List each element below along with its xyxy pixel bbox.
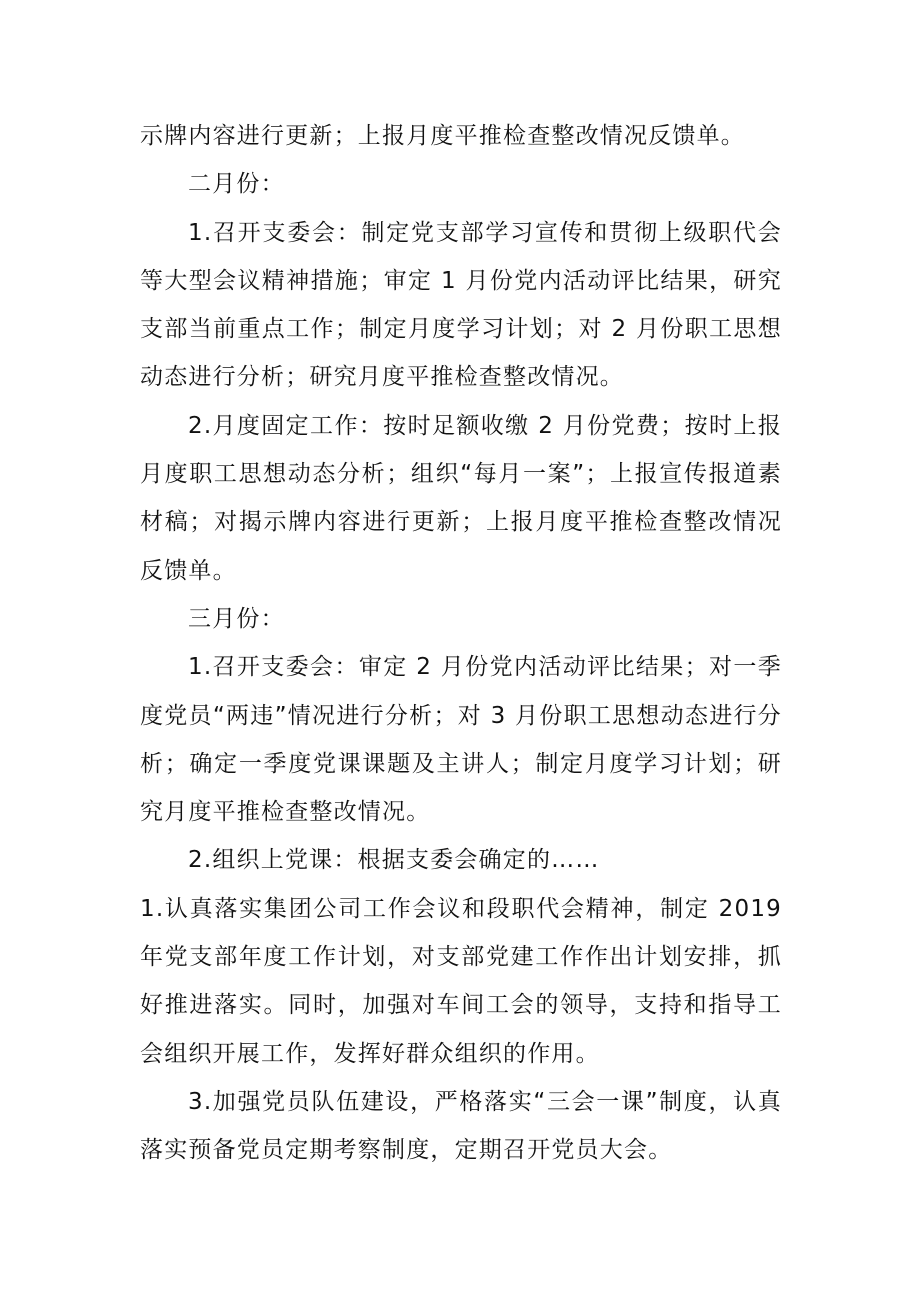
section-heading-february: 二月份：: [188, 171, 285, 198]
paragraph-annual-item-1: 1.认真落实集团公司工作会议和段职代会精神，制定 2019 年党支部年度工作计划，对支部党建工作作出计划安排，抓好推进落实。同时，加强对车间工会的领导，支持和指导工会组织开展工作，发挥好群众组织的作用。: [140, 895, 782, 1067]
paragraph-february-item-2: 2.月度固定工作：按时足额收缴 2 月份党费；按时上报月度职工思想动态分析；组织“每月一案”；上报宣传报道素材稿；对揭示牌内容进行更新；上报月度平推检查整改情况反馈单。: [140, 412, 782, 584]
document-body: [140, 112, 782, 1175]
paragraph-march-item-1: 1.召开支委会：审定 2 月份党内活动评比结果；对一季度党员“两违”情况进行分析；对 3 月份职工思想动态进行分析；确定一季度党课课题及主讲人；制定月度学习计划；研究月度平推检查整改情况。: [140, 654, 782, 826]
paragraph-february-item-1: 1.召开支委会：制定党支部学习宣传和贯彻上级职代会等大型会议精神措施；审定 1 月份党内活动评比结果，研究支部当前重点工作；制定月度学习计划；对 2 月份职工思想动态进行分析；研究月度平推检查整改情况。: [140, 219, 782, 391]
paragraph-continuation: 示牌内容进行更新；上报月度平推检查整改情况反馈单。: [140, 123, 745, 149]
section-heading-march: 三月份：: [188, 605, 285, 632]
paragraph-annual-item-3: 3.加强党员队伍建设，严格落实“三会一课”制度，认真落实预备党员定期考察制度，定期召开党员大会。: [140, 1088, 782, 1164]
paragraph-march-item-2: 2.组织上党课：根据支委会确定的……: [188, 847, 600, 874]
